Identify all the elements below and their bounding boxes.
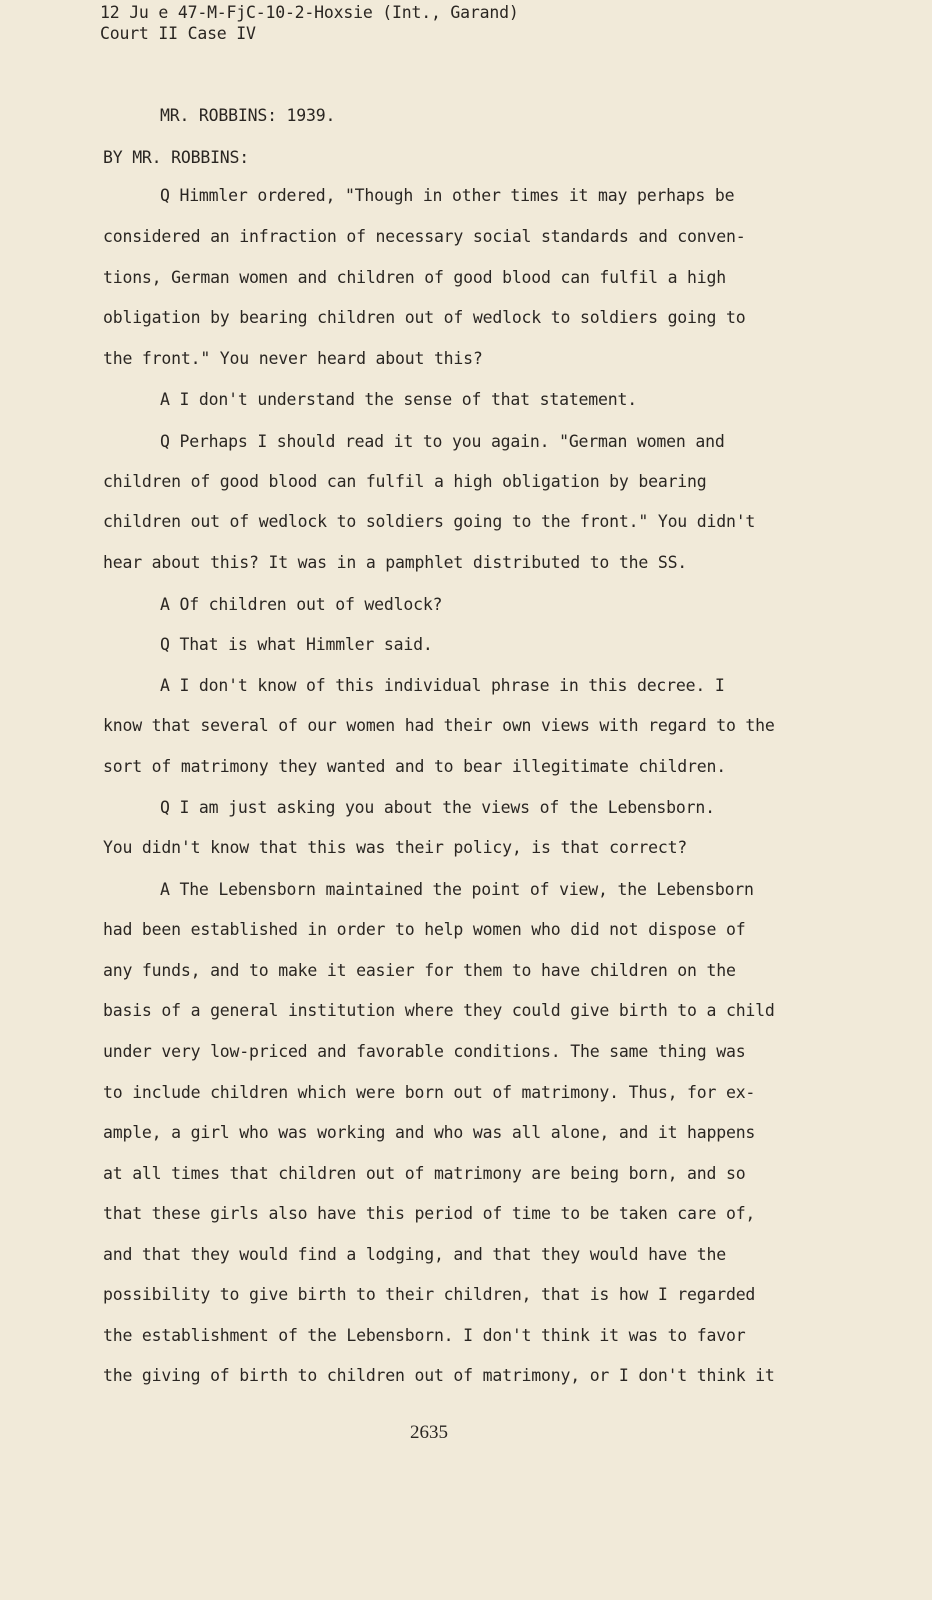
text-line: under very low-priced and favorable conditions. The same thing was [103, 1042, 746, 1061]
text-line: A Of children out of wedlock? [160, 595, 443, 614]
text-line: tions, German women and children of good blood can fulfil a high [103, 268, 726, 287]
text-line: A I don't understand the sense of that statement. [160, 390, 637, 409]
text-line: A I don't know of this individual phrase in this decree. I [160, 676, 725, 695]
page-number: 2635 [410, 1422, 448, 1443]
text-line: and that they would find a lodging, and that they would have the [103, 1245, 726, 1264]
text-line: know that several of our women had their own views with regard to the [103, 716, 775, 735]
text-line: sort of matrimony they wanted and to bear illegitimate children. [103, 757, 726, 776]
text-line: any funds, and to make it easier for them to have children on the [103, 961, 736, 980]
text-line: that these girls also have this period of time to be taken care of, [103, 1204, 756, 1223]
text-line: Q I am just asking you about the views of the Lebensborn. [160, 798, 715, 817]
text-line: hear about this? It was in a pamphlet distributed to the SS. [103, 553, 688, 572]
text-line: the giving of birth to children out of matrimony, or I don't think it [103, 1366, 775, 1385]
text-line: the front." You never heard about this? [103, 349, 483, 368]
text-line: ample, a girl who was working and who was all alone, and it happens [103, 1123, 756, 1142]
text-line: children of good blood can fulfil a high obligation by bearing [103, 472, 707, 491]
header-line-1: 12 Ju e 47-M-FjC-10-2-Hoxsie (Int., Garand) [100, 3, 519, 22]
text-line: at all times that children out of matrimony are being born, and so [103, 1164, 746, 1183]
text-line: had been established in order to help women who did not dispose of [103, 920, 746, 939]
text-line: basis of a general institution where they could give birth to a child [103, 1001, 775, 1020]
text-line: the establishment of the Lebensborn. I don't think it was to favor [103, 1326, 746, 1345]
text-line: possibility to give birth to their children, that is how I regarded [103, 1285, 756, 1304]
text-line: considered an infraction of necessary social standards and conven- [103, 227, 746, 246]
text-line: A The Lebensborn maintained the point of view, the Lebensborn [160, 880, 754, 899]
text-line: children out of wedlock to soldiers going to the front." You didn't [103, 512, 756, 531]
examiner-heading: BY MR. ROBBINS: [103, 148, 250, 167]
text-line: obligation by bearing children out of wedlock to soldiers going to [103, 308, 746, 327]
speaker-heading: MR. ROBBINS: 1939. [160, 106, 336, 125]
header-line-2: Court II Case IV [100, 24, 256, 43]
text-line: Q Himmler ordered, "Though in other times it may perhaps be [160, 186, 735, 205]
text-line: Q That is what Himmler said. [160, 635, 433, 654]
text-line: to include children which were born out of matrimony. Thus, for ex- [103, 1083, 756, 1102]
text-line: You didn't know that this was their policy, is that correct? [103, 838, 688, 857]
text-line: Q Perhaps I should read it to you again. "German women and [160, 432, 725, 451]
